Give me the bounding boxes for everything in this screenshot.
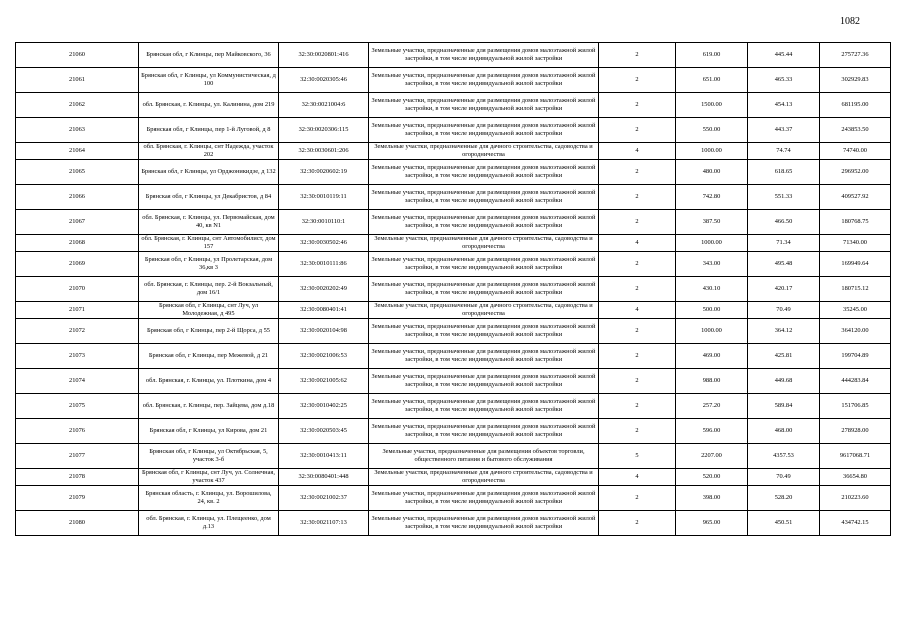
area-cell: 520.00 [676, 469, 748, 486]
table-row [16, 419, 891, 444]
cadastral-value-cell: 275727.36 [820, 43, 891, 68]
specific-value-cell: 528.20 [748, 486, 820, 511]
address-cell: Брянская обл, г Клинцы, ул Декабристов, д 84 [139, 185, 279, 210]
row-number-cell: 21077 [16, 444, 139, 469]
table-row [16, 143, 891, 160]
row-number-cell: 21068 [16, 235, 139, 252]
use-group-code-cell: 4 [599, 235, 676, 252]
cadastral-value-cell: 180768.75 [820, 210, 891, 235]
table-row [16, 252, 891, 277]
specific-value-cell: 450.51 [748, 511, 820, 536]
table-row [16, 235, 891, 252]
use-group-code-cell: 2 [599, 419, 676, 444]
address-cell: Брянская обл, г Клинцы, пер Майковского, 36 [139, 43, 279, 68]
use-group-code-cell: 4 [599, 143, 676, 160]
row-number-cell: 21072 [16, 319, 139, 344]
address-cell: обл. Брянская, г. Клинцы, ул. Плоткина, дом 4 [139, 369, 279, 394]
area-cell: 257.20 [676, 394, 748, 419]
address-cell: Брянская обл, г Клинцы, ул Пролетарская, дом 36,кв 3 [139, 252, 279, 277]
address-cell: Брянская область, г. Клинцы, ул. Ворошилова, 24, кв. 2 [139, 486, 279, 511]
area-cell: 550.00 [676, 118, 748, 143]
specific-value-cell: 443.37 [748, 118, 820, 143]
specific-value-cell: 495.48 [748, 252, 820, 277]
row-number-cell: 21066 [16, 185, 139, 210]
cadastral-value-cell: 199704.89 [820, 344, 891, 369]
specific-value-cell: 589.84 [748, 394, 820, 419]
cadastral-number-cell: 32:30:0020801:416 [279, 43, 369, 68]
row-number-cell: 21065 [16, 160, 139, 185]
area-cell: 596.00 [676, 419, 748, 444]
land-use-cell: Земельные участки, предназначенные для размещения домов малоэтажной жилой застройки, в том числе индивидуальной жилой застройки [369, 419, 599, 444]
table-row [16, 511, 891, 536]
area-cell: 398.00 [676, 486, 748, 511]
cadastral-number-cell: 32:30:0030502:46 [279, 235, 369, 252]
address-cell: обл. Брянская, г. Клинцы, снт Автомобилист, дом 157 [139, 235, 279, 252]
address-cell: обл. Брянская, г. Клинцы, ул. Первомайская, дом 40, кв N1 [139, 210, 279, 235]
use-group-code-cell: 4 [599, 302, 676, 319]
cadastral-value-cell: 364120.00 [820, 319, 891, 344]
cadastral-number-cell: 32:30:0020202:49 [279, 277, 369, 302]
area-cell: 430.10 [676, 277, 748, 302]
row-number-cell: 21067 [16, 210, 139, 235]
use-group-code-cell: 2 [599, 319, 676, 344]
specific-value-cell: 449.68 [748, 369, 820, 394]
land-use-cell: Земельные участки, предназначенные для размещения домов малоэтажной жилой застройки, в том числе индивидуальной жилой застройки [369, 160, 599, 185]
cadastral-value-cell: 409527.92 [820, 185, 891, 210]
cadastral-number-cell: 32:30:0030601:206 [279, 143, 369, 160]
row-number-cell: 21070 [16, 277, 139, 302]
address-cell: Брянская обл, г Клинцы, пер 2-й Щорса, д 55 [139, 319, 279, 344]
specific-value-cell: 70.49 [748, 469, 820, 486]
specific-value-cell: 425.81 [748, 344, 820, 369]
use-group-code-cell: 2 [599, 252, 676, 277]
use-group-code-cell: 2 [599, 93, 676, 118]
area-cell: 1000.00 [676, 319, 748, 344]
table-row [16, 93, 891, 118]
specific-value-cell: 551.33 [748, 185, 820, 210]
cadastral-number-cell: 32:30:0020503:45 [279, 419, 369, 444]
row-number-cell: 21079 [16, 486, 139, 511]
table-row [16, 486, 891, 511]
cadastral-number-cell: 32:30:0080401:41 [279, 302, 369, 319]
cadastral-value-cell: 151706.85 [820, 394, 891, 419]
area-cell: 387.50 [676, 210, 748, 235]
row-number-cell: 21078 [16, 469, 139, 486]
row-number-cell: 21076 [16, 419, 139, 444]
table-row [16, 185, 891, 210]
cadastral-value-cell: 180715.12 [820, 277, 891, 302]
cadastral-value-cell: 278928.00 [820, 419, 891, 444]
row-number-cell: 21063 [16, 118, 139, 143]
table-row [16, 277, 891, 302]
table-row [16, 43, 891, 68]
land-use-cell: Земельные участки, предназначенные для дачного строительства, садоводства и огородничества [369, 235, 599, 252]
register-body [16, 43, 891, 536]
area-cell: 1500.00 [676, 93, 748, 118]
area-cell: 651.00 [676, 68, 748, 93]
table-row [16, 319, 891, 344]
cadastral-value-cell: 35245.00 [820, 302, 891, 319]
table-row [16, 394, 891, 419]
table-row [16, 444, 891, 469]
use-group-code-cell: 2 [599, 118, 676, 143]
use-group-code-cell: 2 [599, 511, 676, 536]
table-row [16, 68, 891, 93]
land-use-cell: Земельные участки, предназначенные для размещения домов малоэтажной жилой застройки, в том числе индивидуальной жилой застройки [369, 252, 599, 277]
address-cell: Брянская обл, г Клинцы, ул Кирова, дом 21 [139, 419, 279, 444]
land-use-cell: Земельные участки, предназначенные для размещения домов малоэтажной жилой застройки, в том числе индивидуальной жилой застройки [369, 68, 599, 93]
use-group-code-cell: 5 [599, 444, 676, 469]
cadastral-value-cell: 243853.50 [820, 118, 891, 143]
land-use-cell: Земельные участки, предназначенные для размещения домов малоэтажной жилой застройки, в том числе индивидуальной жилой застройки [369, 394, 599, 419]
specific-value-cell: 4357.53 [748, 444, 820, 469]
cadastral-number-cell: 32:30:0021107:13 [279, 511, 369, 536]
cadastral-value-cell: 71340.00 [820, 235, 891, 252]
table-row [16, 118, 891, 143]
specific-value-cell: 445.44 [748, 43, 820, 68]
specific-value-cell: 71.34 [748, 235, 820, 252]
area-cell: 469.00 [676, 344, 748, 369]
area-cell: 1000.00 [676, 235, 748, 252]
land-use-cell: Земельные участки, предназначенные для размещения домов малоэтажной жилой застройки, в том числе индивидуальной жилой застройки [369, 93, 599, 118]
land-use-cell: Земельные участки, предназначенные для размещения домов малоэтажной жилой застройки, в том числе индивидуальной жилой застройки [369, 511, 599, 536]
address-cell: обл. Брянская, г. Клинцы, пер. Зайцева, дом д.18 [139, 394, 279, 419]
use-group-code-cell: 2 [599, 394, 676, 419]
use-group-code-cell: 2 [599, 43, 676, 68]
land-use-cell: Земельные участки, предназначенные для дачного строительства, садоводства и огородничества [369, 143, 599, 160]
table-row [16, 302, 891, 319]
cadastral-number-cell: 32:30:0021006:53 [279, 344, 369, 369]
cadastral-value-cell: 74740.00 [820, 143, 891, 160]
area-cell: 480.00 [676, 160, 748, 185]
specific-value-cell: 74.74 [748, 143, 820, 160]
cadastral-number-cell: 32:30:0021002:37 [279, 486, 369, 511]
use-group-code-cell: 2 [599, 210, 676, 235]
row-number-cell: 21074 [16, 369, 139, 394]
row-number-cell: 21080 [16, 511, 139, 536]
land-use-cell: Земельные участки, предназначенные для размещения домов малоэтажной жилой застройки, в том числе индивидуальной жилой застройки [369, 369, 599, 394]
area-cell: 500.00 [676, 302, 748, 319]
cadastral-number-cell: 32:30:0010111:86 [279, 252, 369, 277]
cadastral-value-cell: 681195.00 [820, 93, 891, 118]
cadastral-value-cell: 169949.64 [820, 252, 891, 277]
cadastral-value-cell: 36654.80 [820, 469, 891, 486]
table-row [16, 160, 891, 185]
area-cell: 343.00 [676, 252, 748, 277]
specific-value-cell: 454.13 [748, 93, 820, 118]
cadastral-number-cell: 32:30:0010119:11 [279, 185, 369, 210]
use-group-code-cell: 2 [599, 486, 676, 511]
address-cell: обл. Брянская, г. Клинцы, ул. Плещеенко, дом д.13 [139, 511, 279, 536]
cadastral-number-cell: 32:30:0080401:448 [279, 469, 369, 486]
land-use-cell: Земельные участки, предназначенные для размещения домов малоэтажной жилой застройки, в том числе индивидуальной жилой застройки [369, 486, 599, 511]
specific-value-cell: 468.00 [748, 419, 820, 444]
specific-value-cell: 466.50 [748, 210, 820, 235]
cadastral-number-cell: 32:30:0020602:19 [279, 160, 369, 185]
address-cell: Брянская обл, г Клинцы, ул Октябрьская, 5, участок 3-б [139, 444, 279, 469]
row-number-cell: 21062 [16, 93, 139, 118]
use-group-code-cell: 2 [599, 185, 676, 210]
table-row [16, 344, 891, 369]
row-number-cell: 21075 [16, 394, 139, 419]
cadastral-value-cell: 434742.15 [820, 511, 891, 536]
cadastral-number-cell: 32:30:0021005:62 [279, 369, 369, 394]
specific-value-cell: 70.49 [748, 302, 820, 319]
land-use-cell: Земельные участки, предназначенные для размещения домов малоэтажной жилой застройки, в том числе индивидуальной жилой застройки [369, 43, 599, 68]
row-number-cell: 21071 [16, 302, 139, 319]
row-number-cell: 21060 [16, 43, 139, 68]
use-group-code-cell: 4 [599, 469, 676, 486]
address-cell: обл. Брянская, г. Клинцы, снт Надежда, участок 202 [139, 143, 279, 160]
cadastral-value-cell: 296952.00 [820, 160, 891, 185]
specific-value-cell: 618.65 [748, 160, 820, 185]
address-cell: Брянская обл, г Клинцы, ул Коммунистическая, д 100 [139, 68, 279, 93]
address-cell: Брянская обл, г Клинцы, снт Луч, ул Молодежная, д 495 [139, 302, 279, 319]
row-number-cell: 21069 [16, 252, 139, 277]
address-cell: обл. Брянская, г. Клинцы, ул. Калинина, дом 219 [139, 93, 279, 118]
row-number-cell: 21073 [16, 344, 139, 369]
land-register-table [15, 42, 891, 536]
table-row [16, 210, 891, 235]
row-number-cell: 21064 [16, 143, 139, 160]
row-number-cell: 21061 [16, 68, 139, 93]
cadastral-value-cell: 210223.60 [820, 486, 891, 511]
area-cell: 965.00 [676, 511, 748, 536]
land-use-cell: Земельные участки, предназначенные для размещения домов малоэтажной жилой застройки, в том числе индивидуальной жилой застройки [369, 185, 599, 210]
address-cell: Брянская обл, г Клинцы, пер Межевой, д 21 [139, 344, 279, 369]
table-row [16, 469, 891, 486]
land-use-cell: Земельные участки, предназначенные для размещения домов малоэтажной жилой застройки, в том числе индивидуальной жилой застройки [369, 319, 599, 344]
specific-value-cell: 364.12 [748, 319, 820, 344]
area-cell: 742.80 [676, 185, 748, 210]
address-cell: обл. Брянская, г. Клинцы, пер. 2-й Вокзальный, дом 16/1 [139, 277, 279, 302]
land-use-cell: Земельные участки, предназначенные для размещения домов малоэтажной жилой застройки, в том числе индивидуальной жилой застройки [369, 277, 599, 302]
cadastral-number-cell: 32:30:0021004:6 [279, 93, 369, 118]
area-cell: 2207.00 [676, 444, 748, 469]
area-cell: 1000.00 [676, 143, 748, 160]
use-group-code-cell: 2 [599, 68, 676, 93]
land-use-cell: Земельные участки, предназначенные для размещения домов малоэтажной жилой застройки, в том числе индивидуальной жилой застройки [369, 118, 599, 143]
cadastral-number-cell: 32:30:0020104:98 [279, 319, 369, 344]
cadastral-number-cell: 32:30:0010413:11 [279, 444, 369, 469]
area-cell: 988.00 [676, 369, 748, 394]
specific-value-cell: 465.33 [748, 68, 820, 93]
land-use-cell: Земельные участки, предназначенные для размещения домов малоэтажной жилой застройки, в том числе индивидуальной жилой застройки [369, 210, 599, 235]
cadastral-number-cell: 32:30:0010402:25 [279, 394, 369, 419]
use-group-code-cell: 2 [599, 344, 676, 369]
land-use-cell: Земельные участки, предназначенные для размещения объектов торговли, общественного питания и бытового обслуживания [369, 444, 599, 469]
address-cell: Брянская обл, г Клинцы, ул Орджоникидзе, д 132 [139, 160, 279, 185]
page-number: 1082 [840, 16, 860, 27]
cadastral-number-cell: 32:30:0020305:46 [279, 68, 369, 93]
land-use-cell: Земельные участки, предназначенные для размещения домов малоэтажной жилой застройки, в том числе индивидуальной жилой застройки [369, 344, 599, 369]
address-cell: Брянская обл, г Клинцы, снт Луч, ул. Солнечная, участок 437 [139, 469, 279, 486]
address-cell: Брянская обл, г Клинцы, пер 1-й Луговой, д 8 [139, 118, 279, 143]
cadastral-value-cell: 444283.84 [820, 369, 891, 394]
use-group-code-cell: 2 [599, 369, 676, 394]
cadastral-value-cell: 302929.83 [820, 68, 891, 93]
land-use-cell: Земельные участки, предназначенные для дачного строительства, садоводства и огородничества [369, 469, 599, 486]
land-use-cell: Земельные участки, предназначенные для дачного строительства, садоводства и огородничества [369, 302, 599, 319]
area-cell: 619.00 [676, 43, 748, 68]
table-row [16, 369, 891, 394]
use-group-code-cell: 2 [599, 160, 676, 185]
cadastral-value-cell: 9617068.71 [820, 444, 891, 469]
cadastral-number-cell: 32:30:0010110:1 [279, 210, 369, 235]
use-group-code-cell: 2 [599, 277, 676, 302]
cadastral-number-cell: 32:30:0020306:115 [279, 118, 369, 143]
specific-value-cell: 420.17 [748, 277, 820, 302]
